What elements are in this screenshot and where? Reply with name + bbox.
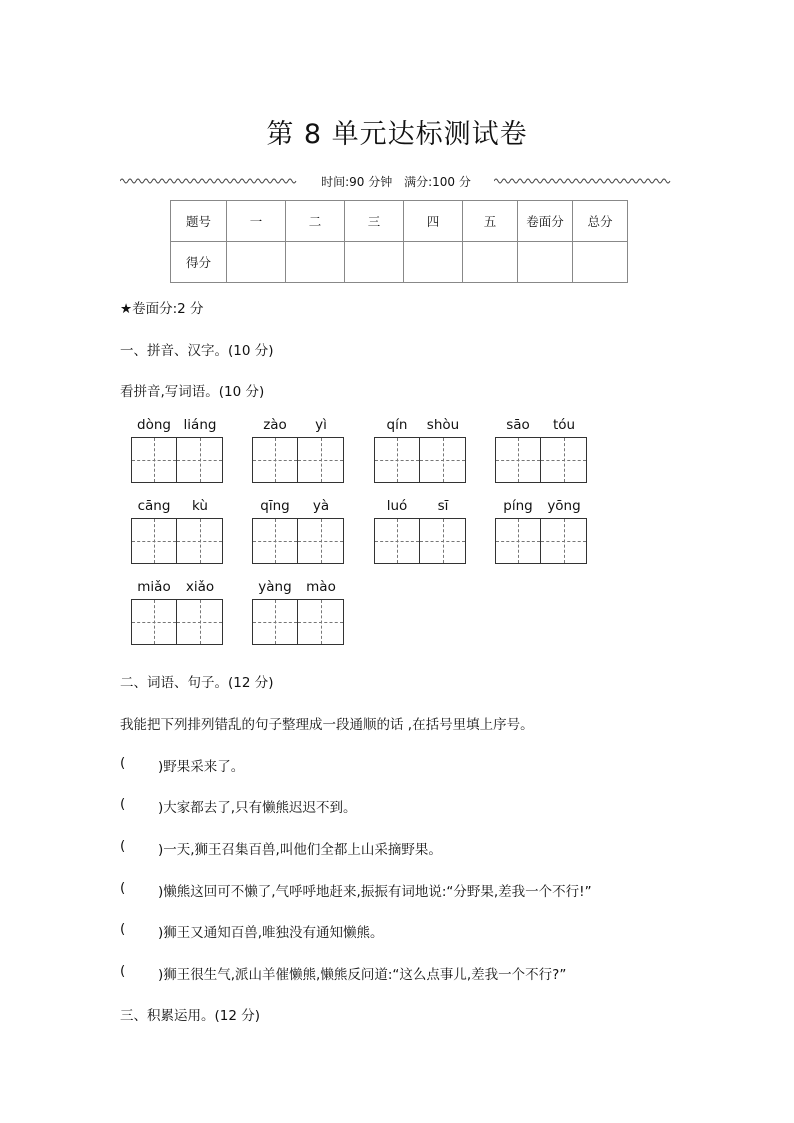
pinyin-syllable: miǎo <box>137 579 171 595</box>
ordering-sentence: )大家都去了,只有懒熊迟迟不到。 <box>158 800 357 816</box>
pinyin-syllable: yōng <box>547 498 581 514</box>
exam-meta <box>120 172 672 190</box>
score-header-cell: 四 <box>404 201 463 242</box>
pinyin-word-group <box>374 498 466 564</box>
pinyin-word-group <box>131 417 223 483</box>
pinyin-syllable: cāng <box>137 498 171 514</box>
writing-cell[interactable] <box>177 599 223 645</box>
pinyin-word-group <box>252 417 344 483</box>
writing-cell[interactable] <box>252 437 298 483</box>
ordering-sentence: )野果采来了。 <box>158 759 245 775</box>
pinyin-word-group <box>495 498 587 564</box>
score-table-score-row <box>171 242 628 283</box>
writing-cell[interactable] <box>131 599 177 645</box>
section2-instruction: 我能把下列排列错乱的句子整理成一段通顺的话 ,在括号里填上序号。 <box>120 717 534 733</box>
score-cell[interactable] <box>286 242 345 283</box>
page-title: 第 8 单元达标测试卷 <box>266 119 528 150</box>
decorative-wave-left <box>120 177 298 185</box>
score-cell[interactable] <box>345 242 404 283</box>
pinyin-syllable: dòng <box>137 417 171 433</box>
pinyin-word-group <box>374 417 466 483</box>
score-table-header-row <box>171 201 628 242</box>
score-header-cell: 题号 <box>171 201 227 242</box>
writing-cell[interactable] <box>374 437 420 483</box>
pinyin-syllable: qīng <box>260 498 290 514</box>
score-cell[interactable] <box>404 242 463 283</box>
writing-cell[interactable] <box>541 518 587 564</box>
score-header-cell: 总分 <box>573 201 628 242</box>
pinyin-word-group <box>131 498 223 564</box>
pinyin-word-group <box>252 579 344 645</box>
pinyin-syllable: tóu <box>552 417 576 433</box>
score-cell[interactable] <box>518 242 573 283</box>
section1-heading: 一、拼音、汉字。(10 分) <box>120 343 274 359</box>
score-header-cell: 五 <box>463 201 518 242</box>
writing-cell[interactable] <box>177 518 223 564</box>
answer-paren[interactable]: ( <box>120 755 126 771</box>
writing-cell[interactable] <box>495 437 541 483</box>
pinyin-syllable: xiǎo <box>185 579 215 595</box>
score-cell[interactable] <box>227 242 286 283</box>
pinyin-syllable: sī <box>437 498 449 514</box>
decorative-wave-right <box>494 177 672 185</box>
section2-heading: 二、词语、句子。(12 分) <box>120 675 274 691</box>
answer-paren[interactable]: ( <box>120 921 126 937</box>
ordering-sentence: )懒熊这回可不懒了,气呼呼地赶来,振振有词地说:“分野果,差我一个不行!” <box>158 884 592 900</box>
ordering-sentence: )一天,狮王召集百兽,叫他们全都上山采摘野果。 <box>158 842 442 858</box>
score-table <box>170 200 628 283</box>
writing-cell[interactable] <box>252 518 298 564</box>
pinyin-syllable: shòu <box>426 417 460 433</box>
writing-cell[interactable] <box>252 599 298 645</box>
score-header-cell: 三 <box>345 201 404 242</box>
writing-cell[interactable] <box>298 599 344 645</box>
writing-cell[interactable] <box>298 518 344 564</box>
pinyin-syllable: luó <box>386 498 408 514</box>
writing-cell[interactable] <box>131 518 177 564</box>
section1-instruction: 看拼音,写词语。(10 分) <box>120 384 265 400</box>
score-header-cell: 卷面分 <box>518 201 573 242</box>
writing-cell[interactable] <box>374 518 420 564</box>
writing-cell[interactable] <box>131 437 177 483</box>
pinyin-syllable: mào <box>306 579 336 595</box>
answer-paren[interactable]: ( <box>120 880 126 896</box>
ordering-item <box>120 796 357 816</box>
answer-paren[interactable]: ( <box>120 796 126 812</box>
pinyin-word-group <box>252 498 344 564</box>
score-row-label: 得分 <box>171 242 227 283</box>
pinyin-syllable: kù <box>192 498 208 514</box>
answer-paren[interactable]: ( <box>120 838 126 854</box>
pinyin-syllable: zào <box>263 417 287 433</box>
writing-cell[interactable] <box>420 437 466 483</box>
ordering-item <box>120 755 244 775</box>
pinyin-word-group <box>131 579 223 645</box>
ordering-sentence: )狮王又通知百兽,唯独没有通知懒熊。 <box>158 925 384 941</box>
ordering-item <box>120 880 592 900</box>
neatness-score: ★卷面分:2 分 <box>120 301 204 317</box>
ordering-item <box>120 838 442 858</box>
score-header-cell: 一 <box>227 201 286 242</box>
pinyin-syllable: píng <box>503 498 533 514</box>
writing-cell[interactable] <box>298 437 344 483</box>
score-cell[interactable] <box>463 242 518 283</box>
exam-info <box>317 173 475 190</box>
writing-cell[interactable] <box>420 518 466 564</box>
time-limit: 时间:90 分钟 <box>321 174 393 189</box>
pinyin-syllable: sāo <box>506 417 530 433</box>
ordering-item <box>120 921 384 941</box>
pinyin-word-group <box>495 417 587 483</box>
pinyin-syllable: yà <box>312 498 330 514</box>
section3-heading: 三、积累运用。(12 分) <box>120 1008 261 1024</box>
writing-cell[interactable] <box>177 437 223 483</box>
answer-paren[interactable]: ( <box>120 963 126 979</box>
score-header-cell: 二 <box>286 201 345 242</box>
writing-cell[interactable] <box>495 518 541 564</box>
ordering-item <box>120 963 566 983</box>
pinyin-syllable: yì <box>315 417 327 433</box>
pinyin-syllable: liáng <box>183 417 217 433</box>
pinyin-syllable: yàng <box>258 579 292 595</box>
score-cell[interactable] <box>573 242 628 283</box>
ordering-sentence: )狮王很生气,派山羊催懒熊,懒熊反问道:“这么点事儿,差我一个不行?” <box>158 967 567 983</box>
writing-cell[interactable] <box>541 437 587 483</box>
full-score: 满分:100 分 <box>404 174 471 189</box>
pinyin-syllable: qín <box>386 417 408 433</box>
